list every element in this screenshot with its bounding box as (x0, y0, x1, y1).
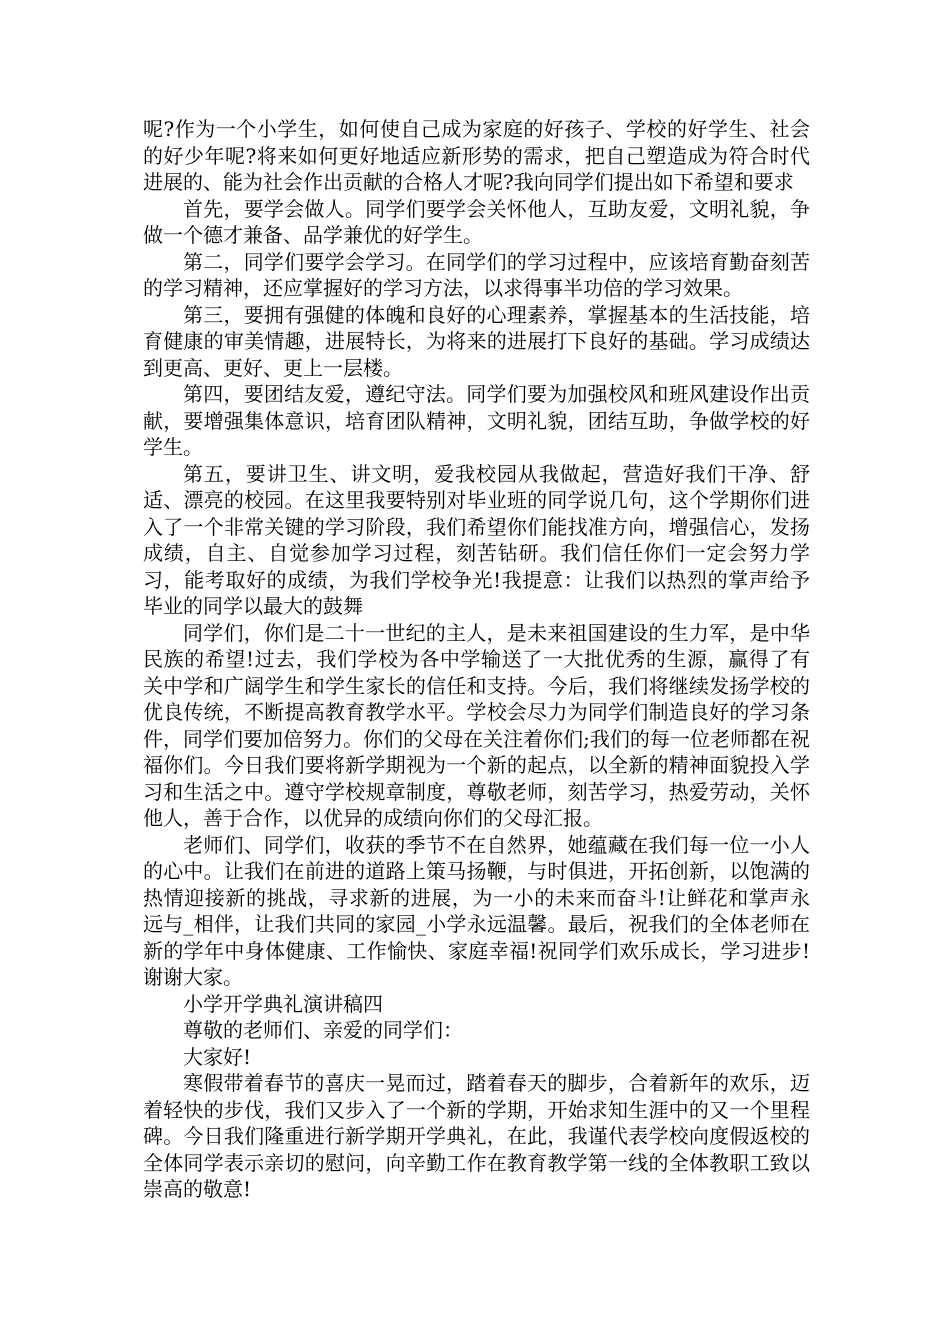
paragraph-closing: 老师们、同学们，收获的季节不在自然界，她蕴藏在我们每一位一小人的心中。让我们在前进的道路上策马扬鞭，与时俱进，开拓创新，以饱满的热情迎接新的挑战，寻求新的进展，为一小的未来而奋斗!让鲜花和掌声永远与_相伴，让我们共同的家园_小学永远温馨。最后，祝我们的全体老师在新的学年中身体健康、工作愉快、家庭幸福!祝同学们欢乐成长，学习进步!谢谢大家。 (143, 832, 810, 989)
salutation: 尊敬的老师们、亲爱的同学们： (183, 1018, 463, 1042)
paragraph-third-point: 第三，要拥有强健的体魄和良好的心理素养，掌握基本的生活技能，培育健康的审美情趣，进展特长，为将来的进展打下良好的基础。学习成绩达到更高、更好、更上一层楼。 (143, 302, 810, 380)
paragraph-continued: 呢?作为一个小学生，如何使自己成为家庭的好孩子、学校的好学生、社会的好少年呢?将来如何更好地适应新形势的需求，把自己塑造成为符合时代进展的、能为社会作出贡献的合格人才呢?我向同学们提出如下希望和要求 (143, 117, 810, 194)
document-page (143, 116, 810, 1203)
paragraph-fifth-point: 第五，要讲卫生、讲文明，爱我校园从我做起，营造好我们干净、舒适、漂亮的校园。在这里我要特别对毕业班的同学说几句，这个学期你们进入了一个非常关键的学习阶段，我们希望你们能找准方向，增强信心，发扬成绩，自主、自觉参加学习过程，刻苦钻研。我们信任你们一定会努力学习，能考取好的成绩，为我们学校争光!我提意：让我们以热烈的掌声给予毕业的同学以最大的鼓舞 (143, 461, 810, 618)
greeting: 大家好! (183, 1044, 252, 1069)
section-heading: 小学开学典礼演讲稿四 (183, 991, 383, 1016)
paragraph-second-point: 第二，同学们要学会学习。在同学们的学习过程中，应该培育勤奋刻苦的学习精神，还应掌握好的学习方法，以求得事半功倍的学习效果。 (143, 249, 810, 300)
paragraph-first-point: 首先，要学会做人。同学们要学会关怀他人，互助友爱，文明礼貌，争做一个德才兼备、品学兼优的好学生。 (143, 196, 810, 247)
paragraph-opening: 寒假带着春节的喜庆一晃而过，踏着春天的脚步，合着新年的欢乐，迈着轻快的步伐，我们又步入了一个新的学期，开始求知生涯中的又一个里程碑。今日我们隆重进行新学期开学典礼，在此，我谨代表学校向度假返校的全体同学表示亲切的慰问，向辛勤工作在教育教学第一线的全体教职工致以崇高的敬意! (143, 1071, 810, 1201)
paragraph-fourth-point: 第四，要团结友爱，遵纪守法。同学们要为加强校风和班风建设作出贡献，要增强集体意识，培育团队精神，文明礼貌，团结互助，争做学校的好学生。 (143, 382, 810, 459)
paragraph-students: 同学们，你们是二十一世纪的主人，是未来祖国建设的生力军，是中华民族的希望!过去，我们学校为各中学输送了一大批优秀的生源，赢得了有关中学和广阔学生和学生家长的信任和支持。今后，我们将继续发扬学校的优良传统，不断提高教育教学水平。学校会尽力为同学们制造良好的学习条件，同学们要加倍努力。你们的父母在关注着你们;我们的每一位老师都在祝福你们。今日我们要将新学期视为一个新的起点，以全新的精神面貌投入学习和生活之中。遵守学校规章制度，尊敬老师，刻苦学习，热爱劳动，关怀他人，善于合作，以优异的成绩向你们的父母汇报。 (143, 620, 810, 830)
